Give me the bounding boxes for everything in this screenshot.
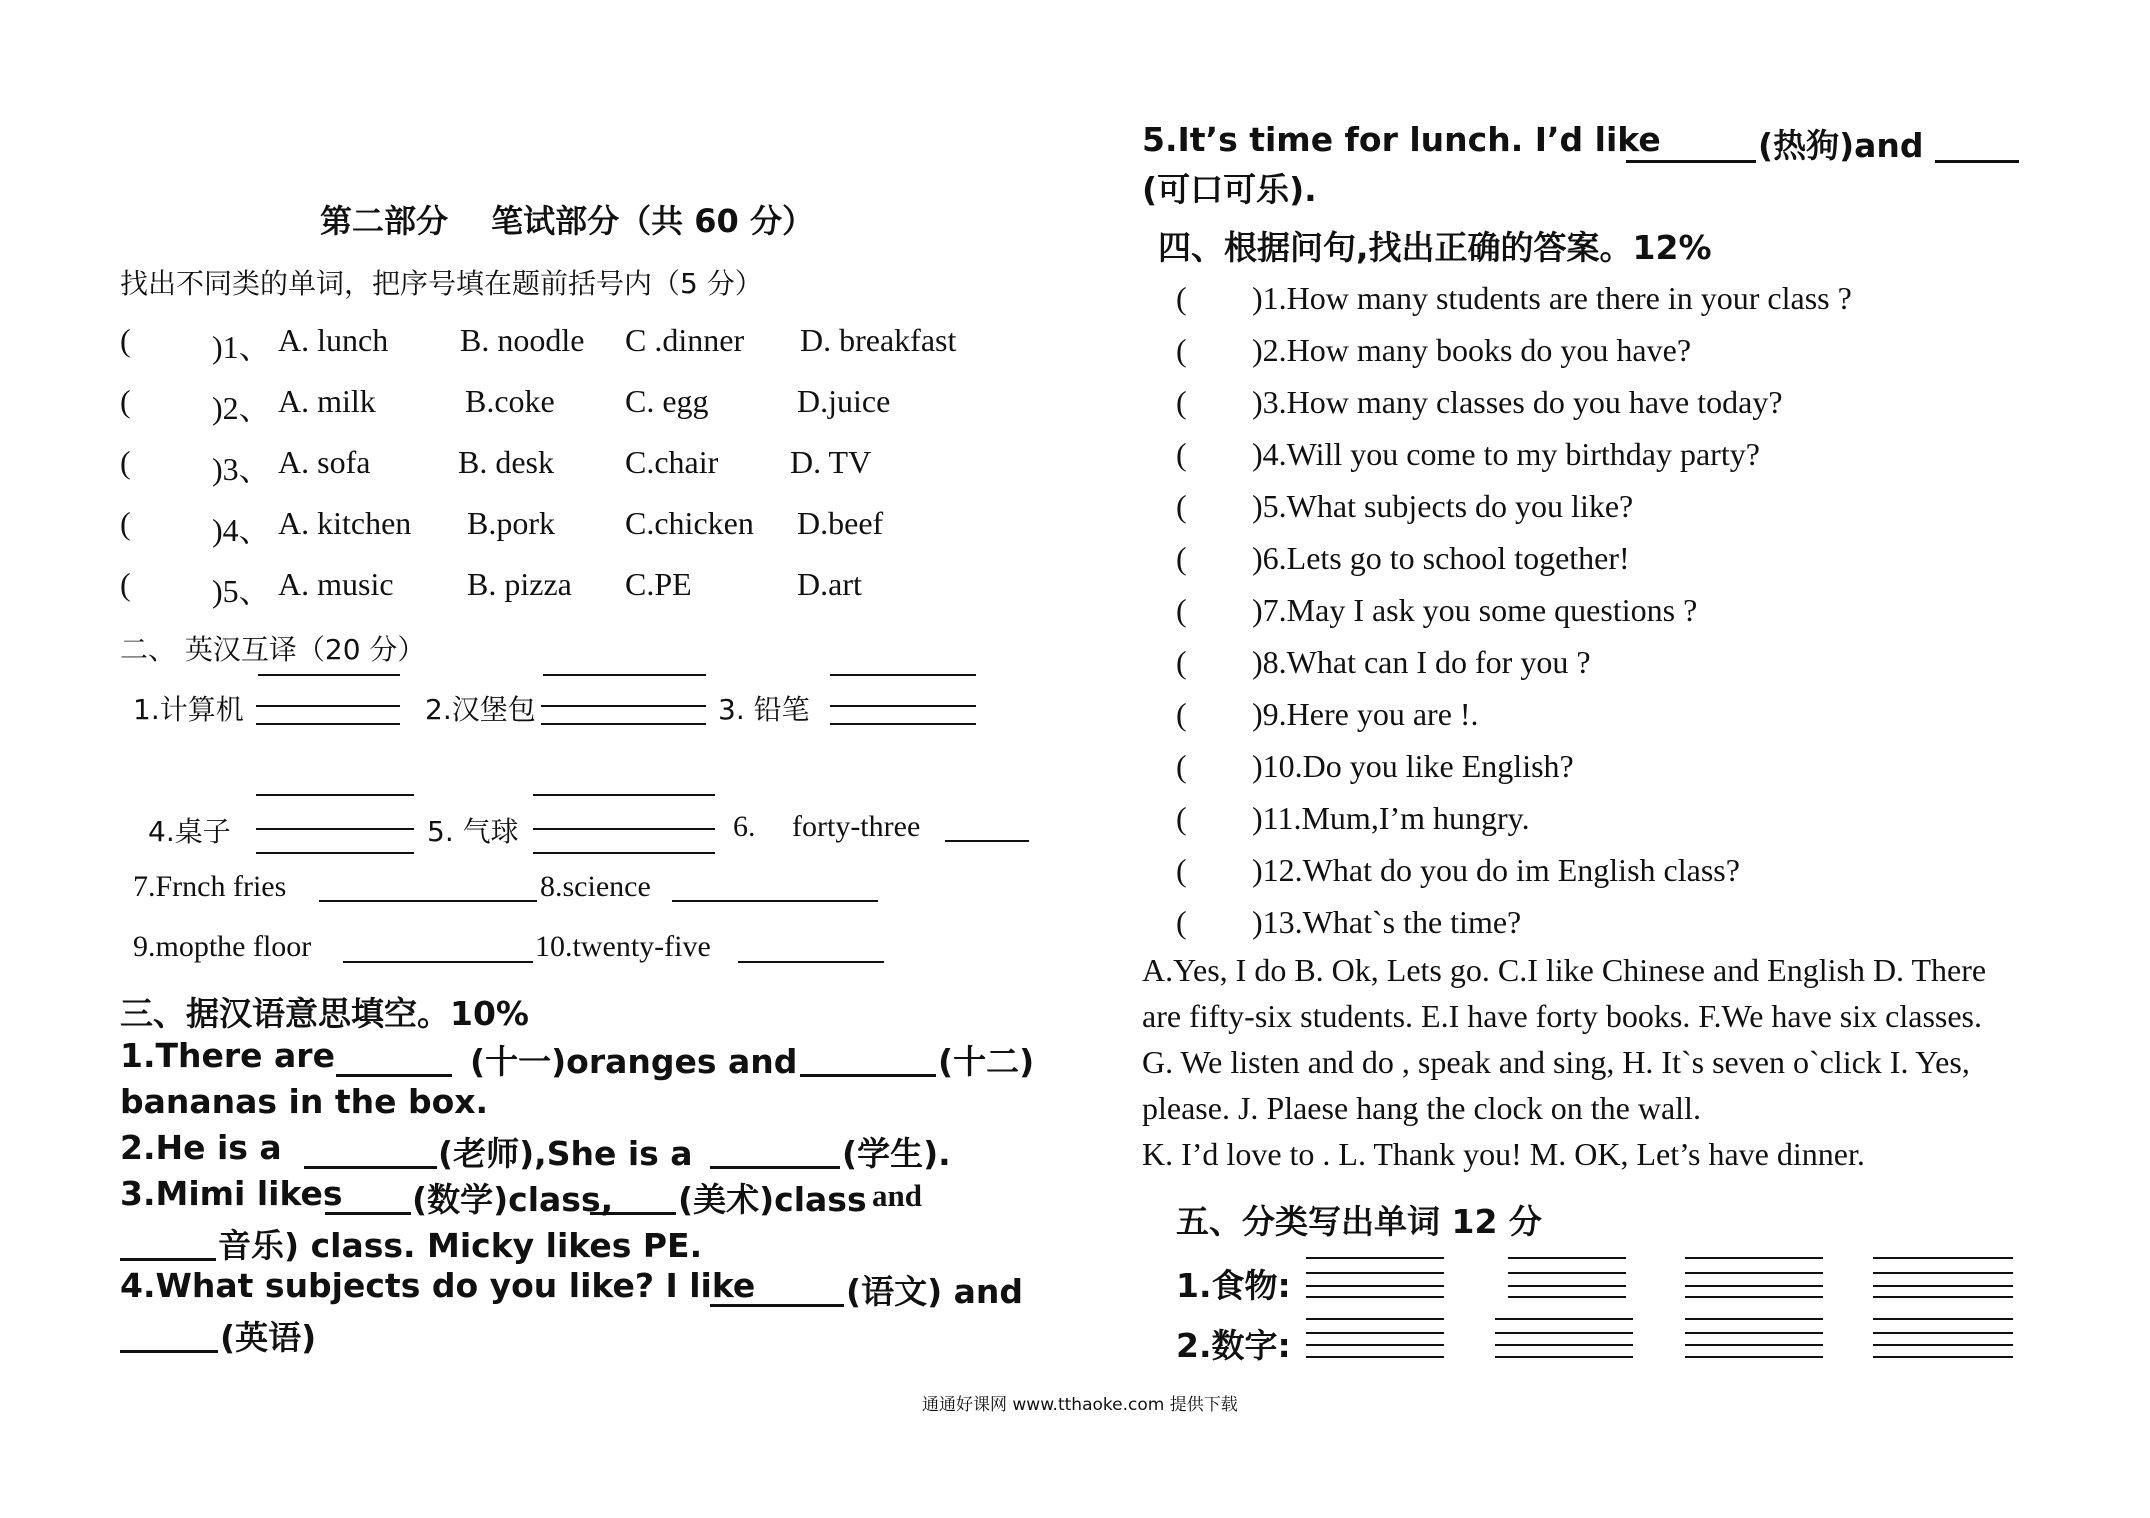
- question-item: )2.How many books do you have?: [1252, 332, 1692, 368]
- fill-text: bananas in the box.: [120, 1082, 489, 1121]
- answer-line: [1306, 1285, 1444, 1287]
- answer-bracket: (: [1176, 748, 1187, 784]
- answer-line: [1873, 1344, 2013, 1346]
- answer-line: [1935, 160, 2019, 163]
- question-item: )5.What subjects do you like?: [1252, 488, 1634, 524]
- answer-line: [738, 961, 884, 963]
- option-c: C .dinner: [625, 322, 745, 358]
- answer-bracket: (: [1176, 488, 1187, 524]
- answer-line: [1626, 160, 1756, 163]
- answer-line: [1685, 1332, 1823, 1334]
- fill-text: (十二): [938, 1042, 1035, 1081]
- translate-item: 5. 气球: [427, 815, 519, 848]
- answer-line: [1306, 1296, 1444, 1298]
- answer-line: [1508, 1296, 1626, 1298]
- answer-line: [120, 1258, 216, 1261]
- fill-text: 4.What subjects do you like? I like: [120, 1266, 756, 1305]
- answer-line: [1873, 1272, 2013, 1274]
- option-d: D. TV: [790, 444, 872, 480]
- part4-heading: 四、根据问句,找出正确的答案。12%: [1158, 228, 1712, 267]
- answer-bracket: (: [1176, 436, 1187, 472]
- fill-text: (英语): [220, 1318, 317, 1357]
- answer-line: [800, 1074, 936, 1077]
- answer-line: [830, 723, 976, 725]
- option-c: C. egg: [625, 383, 709, 419]
- answer-line: [541, 705, 706, 707]
- option-b: B. noodle: [460, 322, 585, 358]
- question-item: )8.What can I do for you ?: [1252, 644, 1591, 680]
- answer-line: [1306, 1318, 1444, 1320]
- answer-line: [1685, 1318, 1823, 1320]
- answer-line: [1685, 1296, 1823, 1298]
- answer-line: [710, 1166, 840, 1169]
- fill-text: 2.He is a: [120, 1128, 282, 1167]
- fill-text: (热狗)and: [1758, 126, 1924, 165]
- answer-line: [533, 828, 715, 830]
- translate-item: 4.桌子: [148, 815, 231, 848]
- answer-line: [256, 723, 400, 725]
- question-item: )4.Will you come to my birthday party?: [1252, 436, 1760, 472]
- answer-line: [1685, 1285, 1823, 1287]
- answer-line: [1685, 1344, 1823, 1346]
- answer-bracket: (: [1176, 280, 1187, 316]
- answer-line: [1873, 1332, 2013, 1334]
- question-item: )12.What do you do im English class?: [1252, 852, 1740, 888]
- translate-item: 8.science: [540, 870, 651, 903]
- fill-text: 1.There are: [120, 1036, 335, 1075]
- fill-text: 5.It’s time for lunch. I’d like: [1142, 120, 1661, 159]
- fill-text: (可口可乐).: [1142, 170, 1317, 209]
- fill-text: (语文) and: [846, 1272, 1024, 1311]
- answer-line: [304, 1166, 437, 1169]
- question-item: )9.Here you are !.: [1252, 696, 1479, 732]
- translate-item: 9.mopthe floor: [133, 930, 312, 963]
- category-label: 1.食物:: [1176, 1266, 1291, 1305]
- answer-line: [672, 900, 878, 902]
- option-a: A. sofa: [278, 444, 371, 480]
- answer-line: [1306, 1356, 1444, 1358]
- question-item: )1.How many students are there in your class ?: [1252, 280, 1852, 316]
- question-item: )11.Mum,I’m hungry.: [1252, 800, 1530, 836]
- part2-heading: 二、 英汉互译（20 分）: [120, 633, 426, 666]
- answer-line: [336, 1074, 452, 1077]
- translate-item: 7.Frnch fries: [133, 870, 287, 903]
- answer-line: [1495, 1318, 1633, 1320]
- option-a: A. milk: [278, 383, 376, 419]
- answer-line: [945, 840, 1029, 842]
- answer-line: [590, 1212, 676, 1215]
- answer-line: [1873, 1356, 2013, 1358]
- answer-line: [1873, 1285, 2013, 1287]
- option-d: D.art: [797, 566, 862, 602]
- question-item: )10.Do you like English?: [1252, 748, 1574, 784]
- answer-options-line: please. J. Plaese hang the clock on the wall.: [1142, 1090, 1701, 1126]
- option-a: A. lunch: [278, 322, 389, 358]
- answer-line: [1306, 1332, 1444, 1334]
- answer-line: [256, 794, 414, 796]
- fill-text: (数学)class,: [412, 1180, 614, 1219]
- answer-options-line: A.Yes, I do B. Ok, Lets go. C.I like Chinese and English D. There: [1142, 952, 1987, 988]
- answer-line: [1685, 1272, 1823, 1274]
- answer-line: [1306, 1257, 1444, 1259]
- answer-line: [258, 674, 400, 676]
- option-b: B.pork: [467, 505, 555, 541]
- translate-item: 1.计算机: [133, 693, 244, 726]
- answer-bracket: (: [1176, 904, 1187, 940]
- fill-text: (学生).: [842, 1134, 951, 1173]
- option-d: D.juice: [797, 383, 891, 419]
- answer-line: [319, 900, 537, 902]
- option-b: B. desk: [458, 444, 554, 480]
- answer-line: [1873, 1318, 2013, 1320]
- page-title: 第二部分 笔试部分（共 60 分）: [320, 202, 814, 240]
- answer-line: [1685, 1257, 1823, 1259]
- part5-heading: 五、分类写出单词 12 分: [1176, 1202, 1542, 1241]
- question-item: )13.What`s the time?: [1252, 904, 1522, 940]
- answer-line: [1495, 1356, 1633, 1358]
- answer-options-line: K. I’d love to . L. Thank you! M. OK, Let’s have dinner.: [1142, 1136, 1865, 1172]
- option-d: D.beef: [797, 505, 884, 541]
- answer-bracket: (: [1176, 592, 1187, 628]
- answer-bracket: (: [1176, 852, 1187, 888]
- answer-line: [541, 723, 706, 725]
- answer-line: [830, 674, 976, 676]
- option-d: D. breakfast: [800, 322, 957, 358]
- answer-line: [1873, 1257, 2013, 1259]
- category-label: 2.数字:: [1176, 1326, 1291, 1365]
- answer-line: [256, 852, 414, 854]
- answer-bracket: (: [120, 322, 131, 358]
- answer-bracket: (: [120, 444, 131, 480]
- answer-line: [343, 961, 533, 963]
- answer-line: [533, 852, 715, 854]
- option-c: C.chair: [625, 444, 719, 480]
- answer-line: [256, 705, 400, 707]
- answer-bracket: (: [1176, 540, 1187, 576]
- fill-text: 音乐) class. Micky likes PE.: [218, 1226, 703, 1265]
- fill-text: 3.Mimi likes: [120, 1174, 343, 1213]
- answer-options-line: are fifty-six students. E.I have forty books. F.We have six classes.: [1142, 998, 1982, 1034]
- fill-text: (老师),She is a: [438, 1134, 693, 1173]
- translate-item: 2.汉堡包: [425, 693, 536, 726]
- question-item: )3.How many classes do you have today?: [1252, 384, 1783, 420]
- part3-heading: 三、据汉语意思填空。10%: [120, 994, 529, 1033]
- item-number: )2、: [212, 390, 271, 426]
- answer-line: [533, 794, 715, 796]
- option-b: B. pizza: [467, 566, 572, 602]
- answer-line: [1306, 1344, 1444, 1346]
- option-c: C.PE: [625, 566, 692, 602]
- footer-credit: 通通好课网 www.tthaoke.com 提供下载: [922, 1395, 1238, 1415]
- question-item: )6.Lets go to school together!: [1252, 540, 1630, 576]
- option-a: A. kitchen: [278, 505, 412, 541]
- answer-line: [543, 674, 706, 676]
- fill-text: (美术)class: [678, 1180, 867, 1219]
- answer-bracket: (: [1176, 644, 1187, 680]
- question-item: )7.May I ask you some questions ?: [1252, 592, 1698, 628]
- translate-item: 10.twenty-five: [535, 930, 711, 963]
- answer-bracket: (: [120, 383, 131, 419]
- option-a: A. music: [278, 566, 394, 602]
- answer-line: [710, 1304, 844, 1307]
- fill-text: (十一)oranges and: [470, 1042, 798, 1081]
- translate-item: forty-three: [792, 810, 921, 843]
- option-c: C.chicken: [625, 505, 754, 541]
- item-number: )3、: [212, 451, 271, 487]
- answer-line: [1495, 1332, 1633, 1334]
- answer-line: [1306, 1272, 1444, 1274]
- item-number: )1、: [212, 329, 271, 365]
- answer-line: [1508, 1257, 1626, 1259]
- answer-bracket: (: [120, 566, 131, 602]
- answer-line: [120, 1350, 218, 1353]
- translate-item: 3. 铅笔: [718, 693, 810, 726]
- part1-instruction: 找出不同类的单词，把序号填在题前括号内（5 分）: [120, 267, 763, 300]
- answer-bracket: (: [1176, 384, 1187, 420]
- answer-line: [256, 828, 414, 830]
- answer-bracket: (: [1176, 696, 1187, 732]
- answer-options-line: G. We listen and do , speak and sing, H. It`s seven o`click I. Yes,: [1142, 1044, 1970, 1080]
- fill-text: and: [872, 1178, 922, 1213]
- option-b: B.coke: [465, 383, 555, 419]
- answer-line: [325, 1212, 411, 1215]
- answer-line: [1685, 1356, 1823, 1358]
- answer-line: [1495, 1344, 1633, 1346]
- answer-line: [1508, 1272, 1626, 1274]
- item-number: )4、: [212, 512, 271, 548]
- translate-item: 6.: [733, 810, 756, 843]
- answer-line: [830, 705, 976, 707]
- answer-bracket: (: [1176, 332, 1187, 368]
- answer-bracket: (: [1176, 800, 1187, 836]
- item-number: )5、: [212, 573, 271, 609]
- answer-line: [1508, 1285, 1626, 1287]
- answer-bracket: (: [120, 505, 131, 541]
- answer-line: [1873, 1296, 2013, 1298]
